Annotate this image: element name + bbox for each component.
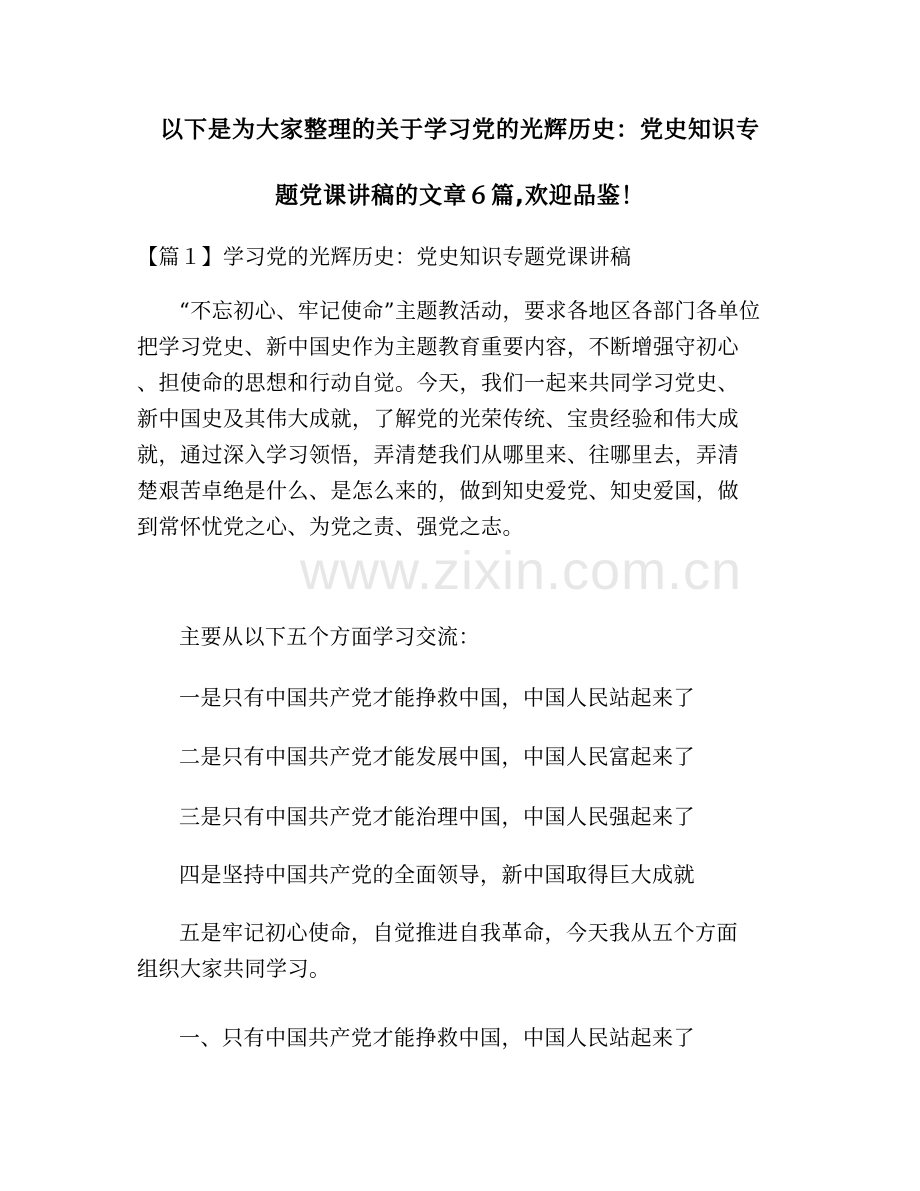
aspects-intro: 主要从以下五个方面学习交流： — [179, 625, 480, 649]
aspect-item-1: 一是只有中国共产党才能挣救中国，中国人民站起来了 — [179, 686, 695, 710]
intro-line: 到常怀忧党之心、为党之责、强党之志。 — [137, 515, 524, 539]
intro-line: “不忘初心、牢记使命”主题教活动，要求各地区各部门各单位 — [179, 299, 761, 323]
aspect-5-line: 五是牢记初心使命，自觉推进自我革命，今天我从五个方面 — [179, 921, 738, 945]
aspect-item-5 — [137, 915, 797, 987]
intro-line: 把学习党史、新中国史作为主题教育重要内容，不断增强守初心 — [137, 335, 739, 359]
intro-line: 、担使命的思想和行动自觉。今天，我们一起来共同学习党史、 — [137, 371, 739, 395]
aspect-item-4: 四是坚持中国共产党的全面领导，新中国取得巨大成就 — [179, 863, 695, 887]
document-title-line-1: 以下是为大家整理的关于学习党的光辉历史：党史知识专 — [160, 117, 760, 143]
aspect-item-2: 二是只有中国共产党才能发展中国，中国人民富起来了 — [179, 745, 695, 769]
intro-line: 就，通过深入学习领悟，弄清楚我们从哪里来、往哪里去，弄清 — [137, 443, 739, 467]
aspect-item-3: 三是只有中国共产党才能治理中国，中国人民强起来了 — [179, 805, 695, 829]
intro-line: 新中国史及其伟大成就，了解党的光荣传统、宝贵经验和伟大成 — [137, 407, 739, 431]
watermark: www.zixin.com.cn — [300, 541, 743, 601]
intro-line: 楚艰苦卓绝是什么、是怎么来的，做到知史爱党、知史爱国，做 — [137, 479, 739, 503]
part-one-heading: 一、只有中国共产党才能挣救中国，中国人民站起来了 — [179, 1026, 695, 1050]
aspect-5-line: 组织大家共同学习。 — [137, 957, 331, 981]
intro-paragraph — [137, 293, 797, 545]
section-heading: 【篇１】学习党的光辉历史：党史知识专题党课讲稿 — [137, 245, 632, 269]
document-title-line-2: 题党课讲稿的文章６篇,欢迎品鉴！ — [275, 183, 645, 209]
